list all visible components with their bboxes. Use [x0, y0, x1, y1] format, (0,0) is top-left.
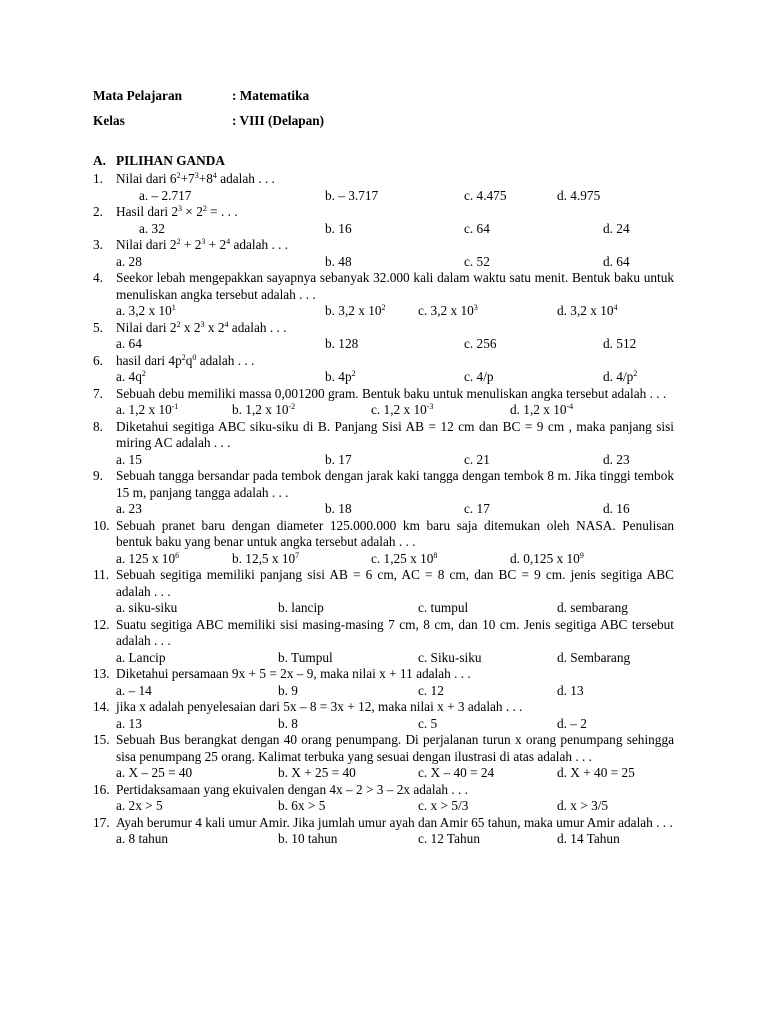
question-item [93, 815, 674, 848]
answer-option-a[interactable]: a. 64 [116, 336, 142, 351]
option-row [116, 650, 674, 667]
question-text: hasil dari $4p^2q^0$ adalah . . . [116, 352, 255, 368]
answer-option-a[interactable]: a. 28 [116, 253, 142, 269]
question-number: 5. [93, 319, 103, 335]
option-row [116, 600, 674, 617]
question-number: 6. [93, 352, 103, 368]
answer-option-d[interactable]: d. $4/p^2$ [603, 369, 638, 384]
option-row [116, 551, 674, 568]
question-item [93, 468, 674, 518]
class-row [93, 113, 324, 129]
question-number: 12. [93, 616, 110, 632]
answer-option-b[interactable]: b. 18 [325, 501, 352, 516]
answer-option-d[interactable]: d. 512 [603, 336, 637, 351]
answer-option-a[interactable]: a. 125 x $10^6$ [116, 550, 180, 566]
question-number: 9. [93, 468, 103, 483]
question-item [93, 386, 674, 419]
answer-option-b[interactable]: b. 10 tahun [278, 831, 338, 846]
answer-option-d[interactable]: d. 1,2 x $10^{-4}$ [510, 402, 574, 417]
answer-option-a[interactable]: a. 13 [116, 715, 142, 731]
answer-option-b[interactable]: b. lancip [278, 600, 324, 615]
section-heading [93, 153, 225, 169]
option-row [116, 765, 674, 782]
question-text: Suatu segitiga ABC memiliki sisi masing-masing 7 cm, 8 cm, dan 10 cm. Jenis segitiga ABC tersebut adalah . . . [116, 616, 674, 648]
answer-option-d[interactable]: d. X + 40 = 25 [557, 765, 635, 780]
answer-option-a[interactable]: a. 2x > 5 [116, 798, 163, 813]
question-text: Hasil dari $2^3 \times 2^2$ = . . . [116, 204, 238, 219]
answer-option-a[interactable]: a. 8 tahun [116, 831, 169, 846]
answer-option-a[interactable]: a. 15 [116, 451, 142, 467]
answer-option-b[interactable]: b. 3,2 x $10^2$ [325, 303, 386, 318]
question-number: 14. [93, 699, 110, 714]
answer-option-c[interactable]: c. 5 [418, 715, 438, 731]
answer-option-a[interactable]: a. – 2.717 [139, 187, 192, 203]
answer-option-c[interactable]: c. X – 40 = 24 [418, 765, 495, 780]
section-letter: A. [93, 153, 106, 168]
answer-option-b[interactable]: b. 128 [325, 336, 359, 351]
answer-option-b[interactable]: b. 8 [278, 715, 298, 731]
answer-option-b[interactable]: b. Tumpul [278, 649, 333, 665]
answer-option-b[interactable]: b. – 3.717 [325, 187, 379, 203]
question-number: 8. [93, 418, 103, 434]
question-item [93, 518, 674, 568]
answer-option-a[interactable]: a. $4q^2$ [116, 369, 146, 384]
answer-option-d[interactable]: d. 64 [603, 253, 630, 269]
question-number: 15. [93, 732, 110, 747]
answer-option-d[interactable]: d. – 2 [557, 715, 587, 731]
answer-option-d[interactable]: d. 3,2 x $10^4$ [557, 303, 618, 318]
option-row [116, 188, 674, 205]
question-item [93, 732, 674, 782]
question-item [93, 567, 674, 617]
question-item [93, 320, 674, 353]
answer-option-d[interactable]: d. 14 Tahun [557, 831, 620, 846]
answer-option-c[interactable]: c. 21 [464, 451, 490, 467]
question-text: Nilai dari $6^2+7^3+8^4$ adalah . . . [116, 171, 275, 186]
subject-row [93, 88, 309, 104]
question-text: Diketahui persamaan 9x + 5 = 2x – 9, maka nilai x + 11 adalah . . . [116, 666, 471, 681]
subject-label: Mata Pelajaran [93, 88, 182, 103]
question-number: 4. [93, 270, 103, 285]
answer-option-d[interactable]: d. 4.975 [557, 187, 601, 203]
option-row [116, 303, 674, 320]
answer-option-c[interactable]: c. 1,2 x $10^{-3}$ [371, 402, 434, 417]
answer-option-c[interactable]: c. 12 Tahun [418, 831, 480, 846]
answer-option-c[interactable]: c. x > 5/3 [418, 798, 469, 813]
option-row [116, 798, 674, 815]
question-item [93, 270, 674, 320]
answer-option-b[interactable]: b. 17 [325, 451, 352, 467]
answer-option-c[interactable]: c. 17 [464, 501, 490, 516]
question-number: 1. [93, 171, 103, 186]
answer-option-b[interactable]: b. X + 25 = 40 [278, 765, 356, 780]
answer-option-a[interactable]: a. 32 [139, 220, 165, 236]
answer-option-b[interactable]: b. 9 [278, 682, 298, 698]
answer-option-a[interactable]: a. 1,2 x $10^{-1}$ [116, 402, 179, 417]
answer-option-a[interactable]: a. 23 [116, 501, 142, 516]
question-number: 11. [93, 567, 110, 582]
answer-option-b[interactable]: b. 1,2 x $10^{-2}$ [232, 402, 296, 417]
answer-option-d[interactable]: d. 23 [603, 451, 630, 467]
question-text: Seekor lebah mengepakkan sayapnya sebanyak 32.000 kali dalam waktu satu menit. Bentuk baku untuk menuliskan angka tersebut adalah . . . [116, 270, 674, 302]
option-row [116, 336, 674, 353]
option-row [116, 369, 674, 386]
option-row [116, 254, 674, 271]
question-number: 2. [93, 204, 103, 219]
answer-option-a[interactable]: a. 3,2 x $10^1$ [116, 303, 176, 318]
question-item [93, 699, 674, 732]
answer-option-a[interactable]: a. siku-siku [116, 600, 178, 615]
answer-option-d[interactable]: d. 24 [603, 220, 630, 236]
subject-value: : Matematika [232, 88, 310, 103]
question-item [93, 666, 674, 699]
answer-option-a[interactable]: a. X – 25 = 40 [116, 765, 193, 780]
question-text: Nilai dari $2^2 + 2^3 + 2^4$ adalah . . . [116, 237, 289, 252]
question-number: 17. [93, 814, 110, 830]
answer-option-b[interactable]: b. $4p^2$ [325, 369, 356, 384]
option-row [116, 683, 674, 700]
question-text: Ayah berumur 4 kali umur Amir. Jika jumlah umur ayah dan Amir 65 tahun, maka umur Amir adalah . . . [116, 814, 673, 830]
answer-option-c[interactable]: c. 4.475 [464, 187, 507, 203]
question-number: 16. [93, 781, 110, 797]
answer-option-d[interactable]: d. 13 [557, 682, 584, 698]
question-item [93, 419, 674, 469]
answer-option-d[interactable]: d. x > 3/5 [557, 798, 609, 813]
answer-option-c[interactable]: c. 1,25 x $10^8$ [371, 550, 438, 566]
question-number: 7. [93, 385, 103, 401]
class-value: : VIII (Delapan) [232, 113, 325, 128]
answer-option-c[interactable]: c. tumpul [418, 600, 469, 615]
question-item [93, 171, 674, 204]
answer-option-c[interactable]: c. 3,2 x $10^3$ [418, 303, 478, 318]
answer-option-c[interactable]: c. Siku-siku [418, 649, 482, 665]
question-text: Sebuah Bus berangkat dengan 40 orang penumpang. Di perjalanan turun x orang penumpang sehingga sisa penumpang 25 orang. Kalimat terbuka yang sesuai dengan ilustrasi di atas adalah . . . [116, 732, 674, 764]
option-row [116, 402, 674, 419]
question-number: 13. [93, 666, 110, 681]
question-item [93, 617, 674, 667]
question-item [93, 353, 674, 386]
answer-option-d[interactable]: d. sembarang [557, 600, 628, 615]
answer-option-b[interactable]: b. 16 [325, 220, 352, 236]
answer-option-b[interactable]: b. 12,5 x $10^7$ [232, 550, 300, 566]
question-text: jika x adalah penyelesaian dari 5x – 8 = 3x + 12, maka nilai x + 3 adalah . . . [116, 699, 523, 714]
question-item [93, 204, 674, 237]
section-title: PILIHAN GANDA [116, 153, 225, 168]
question-text: Nilai dari $2^2$ x $2^3$ x $2^4$ adalah . . . [116, 319, 287, 335]
answer-option-c[interactable]: c. 4/p [464, 369, 494, 384]
option-row [116, 221, 674, 238]
answer-option-a[interactable]: a. – 14 [116, 682, 152, 698]
answer-option-b[interactable]: b. 6x > 5 [278, 798, 326, 813]
option-row [116, 716, 674, 733]
answer-option-c[interactable]: c. 64 [464, 220, 490, 236]
answer-option-b[interactable]: b. 48 [325, 253, 352, 269]
question-text: Sebuah segitiga memiliki panjang sisi AB = 6 cm, AC = 8 cm, dan BC = 9 cm. jenis segitiga ABC adalah . . . [116, 567, 674, 599]
question-text: Sebuah debu memiliki massa 0,001200 gram. Bentuk baku untuk menuliskan angka tersebut adalah . . . [116, 385, 667, 401]
answer-option-d[interactable]: d. 16 [603, 501, 630, 516]
option-row [116, 831, 674, 848]
answer-option-c[interactable]: c. 12 [418, 682, 444, 698]
class-label: Kelas [93, 113, 125, 128]
question-list [93, 171, 674, 848]
answer-option-d[interactable]: d. 0,125 x $10^9$ [510, 550, 584, 566]
question-item [93, 237, 674, 270]
question-number: 3. [93, 237, 103, 252]
option-row [116, 501, 674, 518]
question-text: Diketahui segitiga ABC siku-siku di B. Panjang Sisi AB = 12 cm dan BC = 9 cm , maka panjang sisi miring AC adalah . . . [116, 418, 674, 450]
answer-option-c[interactable]: c. 256 [464, 336, 497, 351]
option-row [116, 452, 674, 469]
question-item [93, 782, 674, 815]
question-text: Sebuah tangga bersandar pada tembok dengan jarak kaki tangga dengan tembok 8 m. Jika tinggi tembok 15 m, panjang tangga adalah . . . [116, 468, 674, 500]
answer-option-c[interactable]: c. 52 [464, 253, 490, 269]
question-text: Pertidaksamaan yang ekuivalen dengan 4x – 2 > 3 – 2x adalah . . . [116, 781, 469, 797]
question-text: Sebuah pranet baru dengan diameter 125.000.000 km baru saja ditemukan oleh NASA. Penulisan bentuk baku yang benar untuk angka tersebut adalah . . . [116, 517, 674, 549]
answer-option-a[interactable]: a. Lancip [116, 649, 166, 665]
question-number: 10. [93, 517, 110, 533]
answer-option-d[interactable]: d. Sembarang [557, 649, 631, 665]
